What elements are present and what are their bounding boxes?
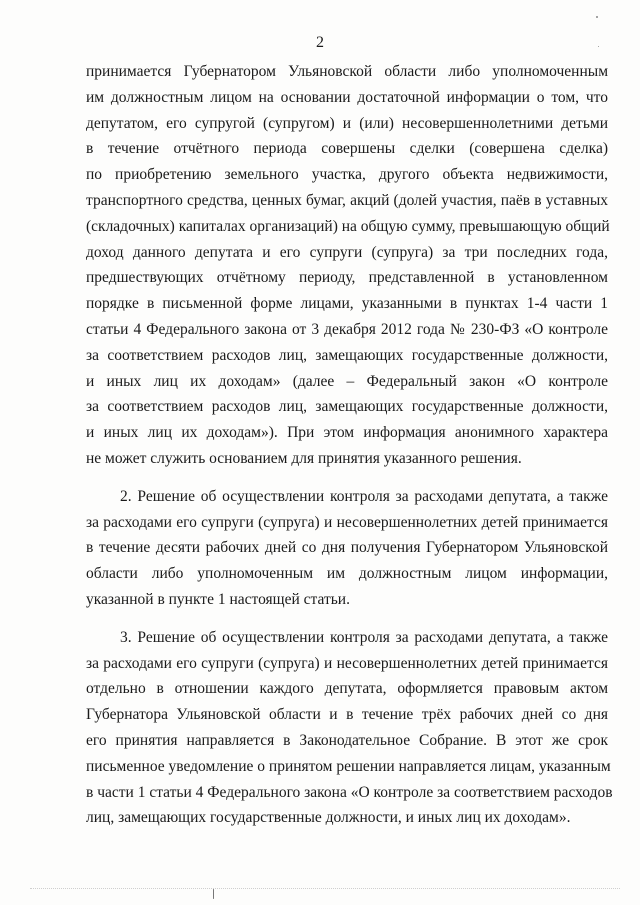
text-line: доход данного депутата и его супруги (супруга) за три последних года, (86, 243, 608, 261)
text-line: области либо уполномоченным им должностным лицом информации, (86, 565, 608, 583)
scan-edge-noise (30, 888, 620, 890)
text-line: в части 1 статьи 4 Федерального закона «О контроле за соответствием расходов (86, 783, 613, 801)
scan-speck (598, 46, 599, 47)
text-line: за расходами его супруги (супруга) и несовершеннолетних детей принимается (86, 654, 608, 672)
paragraph (86, 484, 608, 613)
text-line: статьи 4 Федерального закона от 3 декабря 2012 года № 230-ФЗ «О контроле (86, 320, 608, 338)
text-line: в течение десяти рабочих дней со дня получения Губернатором Ульяновской (86, 539, 608, 557)
text-line: указанной в пункте 1 настоящей статьи. (86, 590, 350, 608)
scan-speck (596, 16, 598, 18)
text-line: в течение отчётного периода совершены сделки (совершена сделка) (86, 140, 608, 158)
text-line: не может служить основанием для принятия указанного решения. (86, 449, 522, 467)
text-line: лиц, замещающих государственные должности, и иных лиц их доходам». (86, 809, 571, 827)
text-line: транспортного средства, ценных бумаг, акций (долей участия, паёв в уставных (86, 191, 608, 209)
text-line: (складочных) капиталах организаций) на общую сумму, превышающую общий (86, 217, 610, 235)
text-line: за соответствием расходов лиц, замещающих государственные должности, (86, 398, 608, 416)
scan-speck (213, 889, 214, 899)
text-line: 3. Решение об осуществлении контроля за расходами депутата, а также (120, 628, 608, 646)
text-line: и иных лиц их доходам»). При этом информация анонимного характера (86, 424, 608, 442)
text-line: депутатом, его супругой (супругом) и (или) несовершеннолетними детьми (86, 114, 608, 132)
paragraph (86, 625, 613, 831)
text-line: порядке в письменной форме лицами, указанными в пунктах 1-4 части 1 (86, 295, 608, 313)
text-line: им должностным лицом на основании достаточной информации о том, что (86, 88, 608, 106)
document-body (86, 59, 613, 843)
text-line: его принятия направляется в Законодательное Собрание. В этот же срок (86, 731, 608, 749)
text-line: письменное уведомление о принятом решении направляется лицам, указанным (86, 757, 611, 775)
text-line: по приобретению земельного участка, другого объекта недвижимости, (86, 166, 608, 184)
text-line: предшествующих отчётному периоду, представленной в установленном (86, 269, 608, 287)
text-line: и иных лиц их доходам» (далее – Федеральный закон «О контроле (86, 372, 608, 390)
text-line: принимается Губернатором Ульяновской области либо уполномоченным (86, 63, 608, 80)
paragraph (86, 59, 608, 472)
page-number: 2 (316, 34, 324, 51)
text-line: 2. Решение об осуществлении контроля за расходами депутата, а также (120, 487, 608, 505)
text-line: Губернатора Ульяновской области и в течение трёх рабочих дней со дня (86, 706, 608, 724)
text-line: за соответствием расходов лиц, замещающих государственные должности, (86, 346, 608, 364)
text-line: отдельно в отношении каждого депутата, оформляется правовым актом (86, 680, 608, 698)
text-line: за расходами его супруги (супруга) и несовершеннолетних детей принимается (86, 513, 608, 531)
